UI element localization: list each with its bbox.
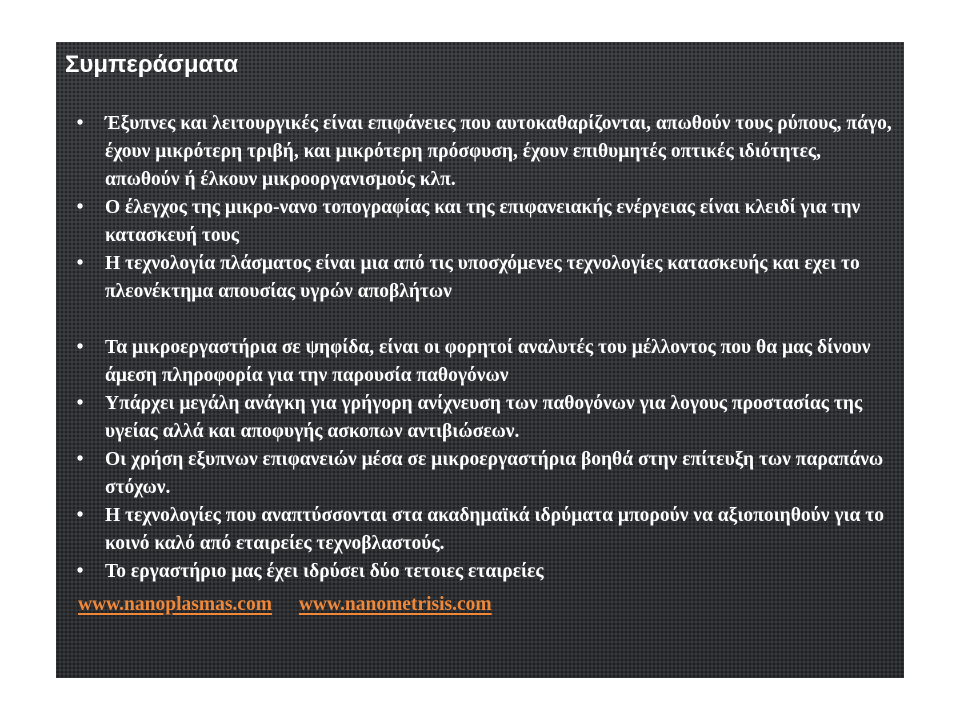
bullet-dot: • bbox=[76, 337, 84, 358]
bullet-dot: • bbox=[76, 505, 84, 526]
bullet-text: Ο έλεγχος της μικρο-νανο τοπογραφίας και της επιφανειακής ενέργειας είναι κλειδί για την κατασκευή τους bbox=[105, 197, 861, 246]
bullet-dot: • bbox=[76, 113, 84, 134]
bullet-text: Η τεχνολογία πλάσματος είναι μια από τις υποσχόμενες τεχνολογίες κατασκευής και εχει το πλεονέκτημα απουσίας υγρών αποβλήτων bbox=[105, 253, 860, 302]
bullet-item-smart-surfaces-in-labs bbox=[70, 446, 896, 502]
bullet-text: Οι χρήση εξυπνων επιφανειών μέσα σε μικροεργαστήρια βοηθά στην επίτευξη των παραπάνω στόχων. bbox=[105, 449, 884, 498]
bullet-dot: • bbox=[76, 561, 84, 582]
bullet-text: Το εργαστήριο μας έχει ιδρύσει δύο τετοιες εταιρείες bbox=[105, 561, 544, 582]
bullet-item-lab-on-chip bbox=[70, 334, 896, 390]
bullet-text: Υπάρχει μεγάλη ανάγκη για γρήγορη ανίχνευση των παθογόνων για λογους προστασίας της υγείας αλλά και αποφυγής ασκοπων αντιβιώσεων. bbox=[105, 393, 863, 442]
bullet-text: Τα μικροεργαστήρια σε ψηφίδα, είναι οι φορητοί αναλυτές του μέλλοντος που θα μας δίνουν άμεση πληροφορία για την παρουσία παθογόνων bbox=[105, 337, 871, 386]
bullet-text: Η τεχνολογίες που αναπτύσσονται στα ακαδημαϊκά ιδρύματα μπορούν να αξιοποιηθούν για το κοινό καλό από εταιρείες τεχνοβλαστούς. bbox=[105, 505, 885, 554]
slide-title: Συμπεράσματα bbox=[65, 51, 239, 78]
bullet-item-topography-control bbox=[70, 194, 896, 250]
bullet-list bbox=[70, 110, 896, 586]
bullet-item-smart-surfaces bbox=[70, 110, 896, 194]
company-links bbox=[78, 591, 514, 619]
bullet-item-spin-offs bbox=[70, 502, 896, 558]
bullet-dot: • bbox=[76, 393, 84, 414]
bullet-dot: • bbox=[76, 197, 84, 218]
link-nanoplasmas[interactable]: www.nanoplasmas.com bbox=[78, 594, 272, 615]
bullet-dot: • bbox=[76, 449, 84, 470]
bullet-text: Έξυπνες και λειτουργικές είναι επιφάνειες που αυτοκαθαρίζονται, απωθούν τους ρύπους, πάγο, έχουν μικρότερη τριβή, και μικρότερη πρόσφυση, έχουν επιθυμητές οπτικές ιδιότητες, απωθούν ή έλκουν μικροοργανισμούς κλπ. bbox=[105, 113, 892, 190]
bullet-item-lab-companies bbox=[70, 558, 896, 586]
bullet-item-pathogen-detection bbox=[70, 390, 896, 446]
slide bbox=[56, 42, 904, 678]
bullet-item-plasma-technology bbox=[70, 250, 896, 306]
bullet-dot: • bbox=[76, 253, 84, 274]
link-nanometrisis[interactable]: www.nanometrisis.com bbox=[298, 594, 492, 615]
